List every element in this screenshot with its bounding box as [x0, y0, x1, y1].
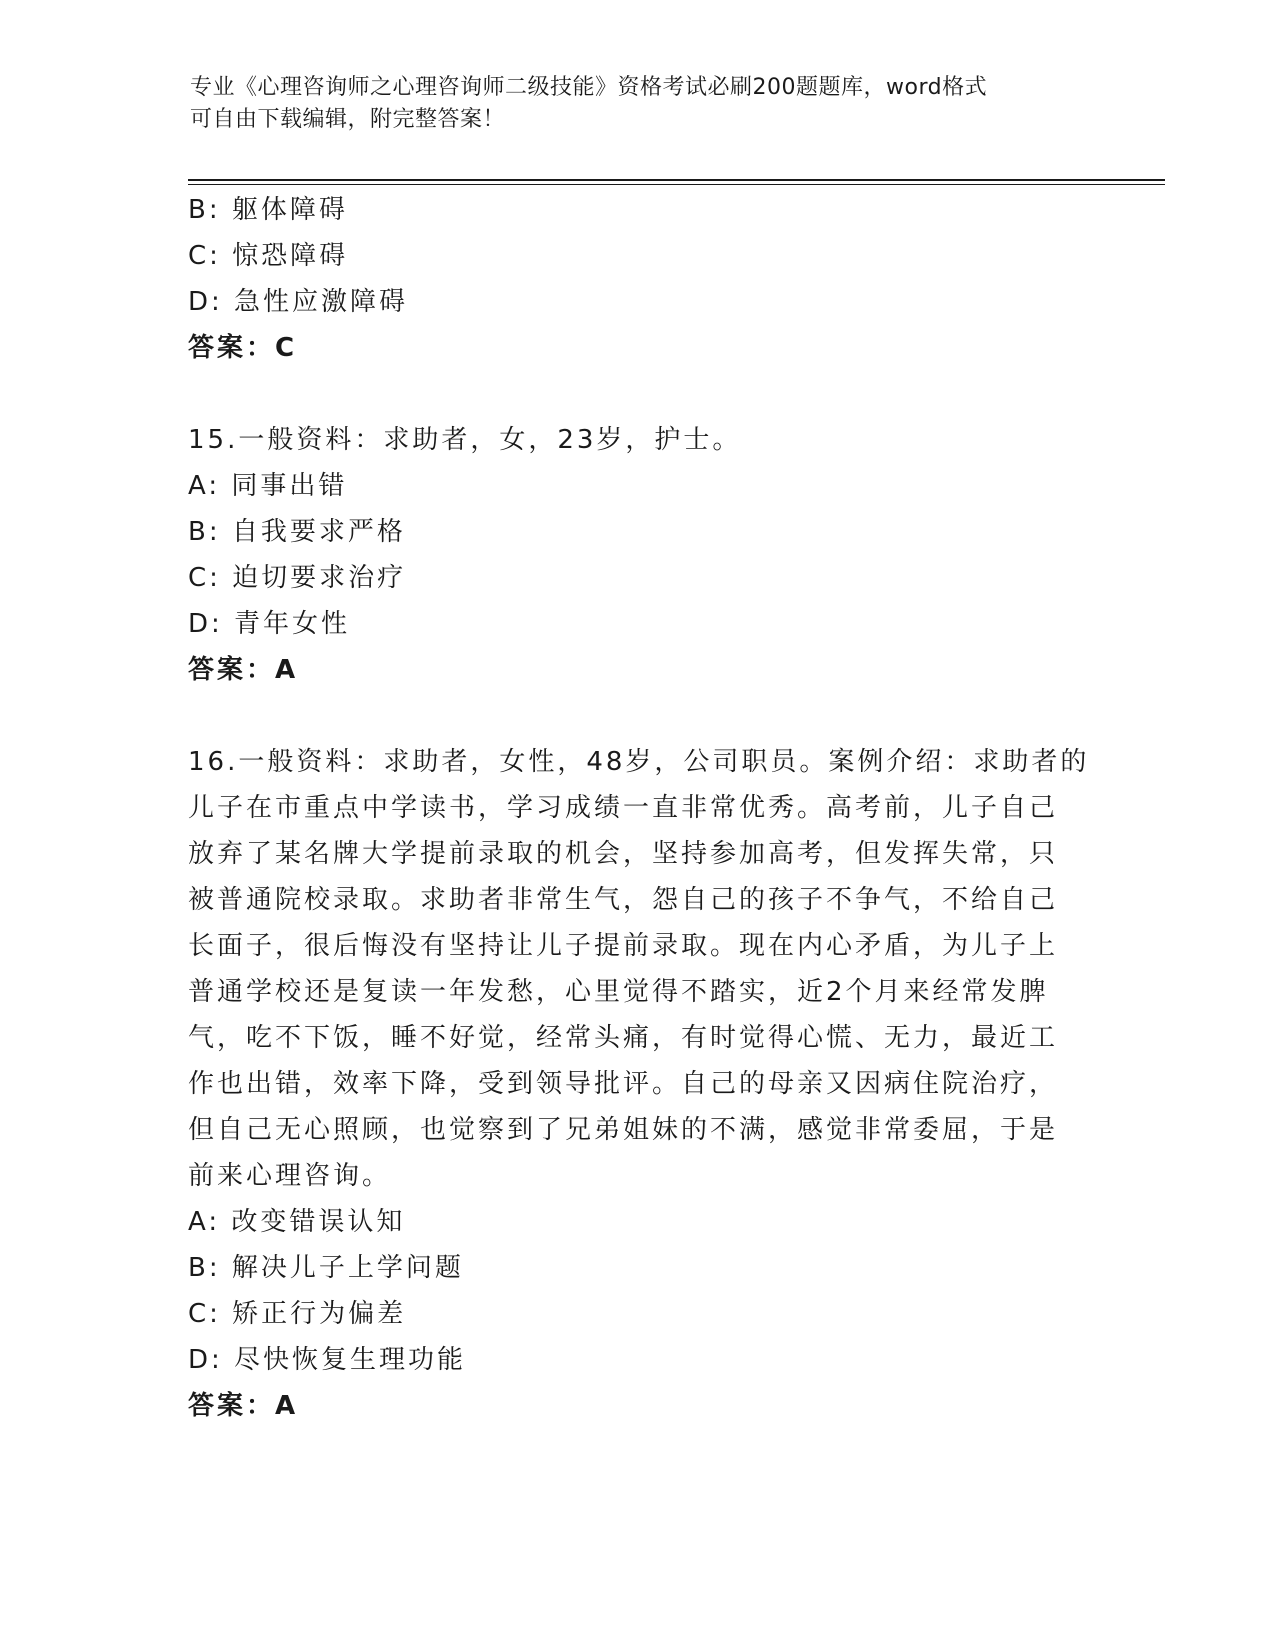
q14-answer: 答案：C [188, 333, 298, 363]
document-body [188, 187, 1088, 1429]
q15-answer: 答案：A [188, 655, 299, 685]
q16-option-a: A: 改变错误认知 [188, 1207, 406, 1237]
header-line-2: 可自由下载编辑，附完整答案！ [190, 107, 506, 132]
q15-stem: 15.一般资料：求助者，女，23岁，护士。 [188, 425, 742, 455]
q16-stem-line: 气，吃不下饭，睡不好觉，经常头痛，有时觉得心慌、无力，最近工 [188, 1023, 1059, 1053]
q16-stem-line: 普通学校还是复读一年发愁，心里觉得不踏实，近2个月来经常发脾 [188, 977, 1049, 1007]
spacer [188, 693, 1088, 739]
q15-option-c: C: 迫切要求治疗 [188, 563, 407, 593]
q16-stem-line: 作也出错，效率下降，受到领导批评。自己的母亲又因病住院治疗， [188, 1069, 1059, 1099]
header-rule-thin [188, 184, 1165, 185]
q16-stem-line: 前来心理咨询。 [188, 1161, 392, 1191]
q16-stem-line: 但自己无心照顾，也觉察到了兄弟姐妹的不满，感觉非常委屈，于是 [188, 1115, 1059, 1145]
header-rule-thick [188, 179, 1165, 181]
q15-option-b: B: 自我要求严格 [188, 517, 406, 547]
question-15 [188, 417, 1088, 693]
q16-stem-line: 16.一般资料：求助者，女性，48岁，公司职员。案例介绍：求助者的 [188, 747, 1090, 777]
q16-stem-line: 被普通院校录取。求助者非常生气，怨自己的孩子不争气，不给自己 [188, 885, 1059, 915]
q16-option-b: B: 解决儿子上学问题 [188, 1253, 464, 1283]
q16-stem [188, 739, 1088, 1199]
q16-option-c: C: 矫正行为偏差 [188, 1299, 407, 1329]
document-header [190, 72, 1090, 136]
header-line-1: 专业《心理咨询师之心理咨询师二级技能》资格考试必刷200题题库，word格式 [190, 75, 988, 100]
q14-option-c: C: 惊恐障碍 [188, 241, 349, 271]
q16-option-d: D: 尽快恢复生理功能 [188, 1345, 467, 1375]
q15-option-a: A: 同事出错 [188, 471, 348, 501]
q16-stem-line: 长面子，很后悔没有坚持让儿子提前录取。现在内心矛盾，为儿子上 [188, 931, 1059, 961]
q16-stem-line: 儿子在市重点中学读书，学习成绩一直非常优秀。高考前，儿子自己 [188, 793, 1059, 823]
spacer [188, 371, 1088, 417]
q16-stem-line: 放弃了某名牌大学提前录取的机会，坚持参加高考，但发挥失常，只 [188, 839, 1059, 869]
question-16 [188, 739, 1088, 1429]
q14-option-b: B: 躯体障碍 [188, 195, 348, 225]
q15-option-d: D: 青年女性 [188, 609, 351, 639]
q14-option-d: D: 急性应激障碍 [188, 287, 409, 317]
q16-answer: 答案：A [188, 1391, 299, 1421]
question-14 [188, 187, 1088, 371]
